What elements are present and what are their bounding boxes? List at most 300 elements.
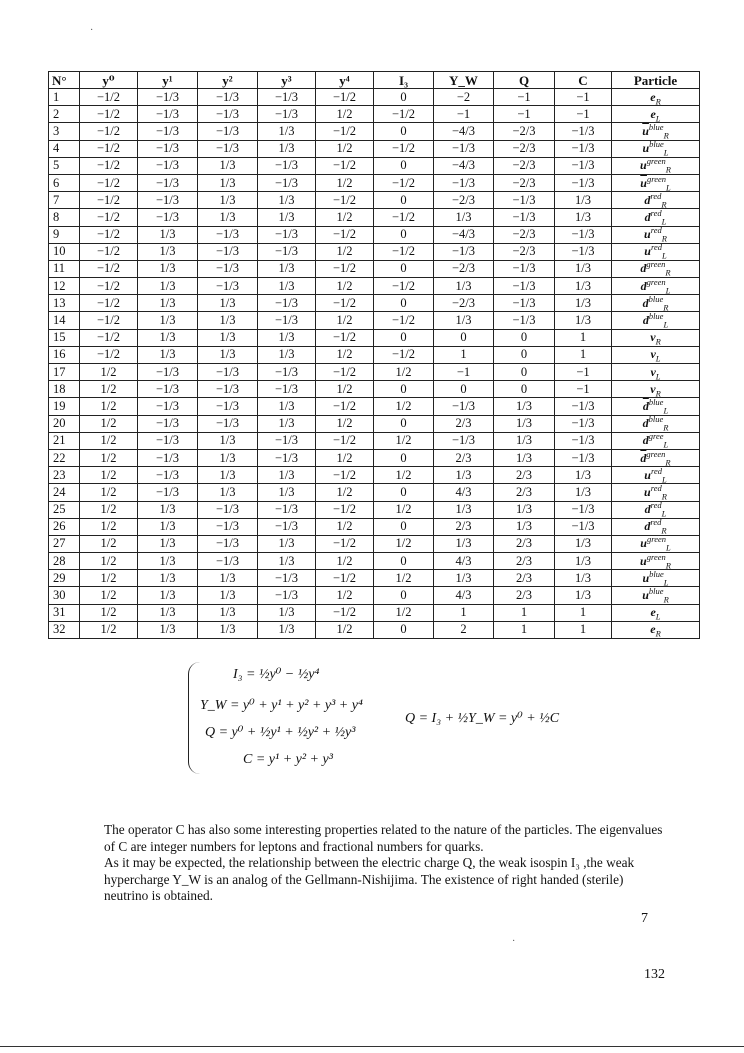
value-cell-y4: −1/2 xyxy=(316,123,374,140)
value-cell-yw: 4/3 xyxy=(434,484,494,501)
value-cell-y2: 1/3 xyxy=(198,209,258,226)
value-cell-yw: 1/3 xyxy=(434,570,494,587)
row-number-cell: 32 xyxy=(49,621,80,638)
value-cell-c: −1/3 xyxy=(555,501,612,518)
particle-symbol: $\overline{u}$ xyxy=(640,158,647,173)
value-cell-yw: −4/3 xyxy=(434,157,494,174)
value-cell-c: 1/3 xyxy=(555,260,612,277)
book-page-number: 132 xyxy=(644,967,665,982)
particle-cell xyxy=(612,415,700,432)
value-cell-i3: 0 xyxy=(374,587,434,604)
row-number-cell: 17 xyxy=(49,364,80,381)
particle-cell xyxy=(612,89,700,106)
particle-cell xyxy=(612,157,700,174)
value-cell-y3: −1/3 xyxy=(258,243,316,260)
value-cell-i3: 0 xyxy=(374,123,434,140)
value-cell-c: −1/3 xyxy=(555,140,612,157)
value-cell-y4: −1/2 xyxy=(316,535,374,552)
row-number-cell: 15 xyxy=(49,329,80,346)
row-number-cell: 7 xyxy=(49,192,80,209)
value-cell-yw: 1 xyxy=(434,346,494,363)
particle-cell xyxy=(612,398,700,415)
particle-symbol: $\overline{d}$ xyxy=(640,450,647,465)
particle-cell xyxy=(612,432,700,449)
value-cell-y1: −1/3 xyxy=(138,484,198,501)
value-cell-y3: 1/3 xyxy=(258,278,316,295)
particle-color: green xyxy=(646,535,666,545)
value-cell-y0: 1/2 xyxy=(80,587,138,604)
particle-chirality: L xyxy=(663,319,669,330)
particle-cell xyxy=(612,278,700,295)
value-cell-c: 1/3 xyxy=(555,467,612,484)
particle-symbol: d xyxy=(644,209,651,224)
value-cell-q: 2/3 xyxy=(494,553,555,570)
particle-cell xyxy=(612,587,700,604)
value-cell-y1: −1/3 xyxy=(138,364,198,381)
value-cell-i3: 1/2 xyxy=(374,501,434,518)
value-cell-i3: 0 xyxy=(374,381,434,398)
particle-chirality: L xyxy=(666,181,671,192)
value-cell-y1: −1/3 xyxy=(138,157,198,174)
value-cell-q: −1/3 xyxy=(494,192,555,209)
particle-symbol: $\overline{d}$ xyxy=(642,416,649,431)
table-row xyxy=(49,243,700,260)
value-cell-q: 0 xyxy=(494,381,555,398)
particle-chirality: R xyxy=(655,628,661,639)
value-cell-c: −1 xyxy=(555,381,612,398)
value-cell-y4: −1/2 xyxy=(316,364,374,381)
value-cell-y4: 1/2 xyxy=(316,484,374,501)
row-number-cell: 16 xyxy=(49,346,80,363)
value-cell-q: −1/3 xyxy=(494,278,555,295)
row-number-cell: 2 xyxy=(49,106,80,123)
value-cell-y1: 1/3 xyxy=(138,260,198,277)
table-row xyxy=(49,295,700,312)
particle-cell xyxy=(612,123,700,140)
header-cell: C xyxy=(555,72,612,89)
value-cell-q: −2/3 xyxy=(494,174,555,191)
value-cell-i3: 0 xyxy=(374,484,434,501)
value-cell-q: 1/3 xyxy=(494,415,555,432)
particle-chirality: R xyxy=(661,233,667,244)
particle-chirality: R xyxy=(661,525,667,536)
value-cell-y4: −1/2 xyxy=(316,295,374,312)
table-row xyxy=(49,432,700,449)
value-cell-y1: −1/3 xyxy=(138,89,198,106)
particle-chirality: R xyxy=(665,456,671,467)
value-cell-y3: −1/3 xyxy=(258,312,316,329)
row-number-cell: 26 xyxy=(49,518,80,535)
value-cell-y3: 1/3 xyxy=(258,484,316,501)
particle-symbol: d xyxy=(644,192,651,207)
value-cell-y1: −1/3 xyxy=(138,415,198,432)
value-cell-i3: 0 xyxy=(374,553,434,570)
value-cell-yw: 1/3 xyxy=(434,312,494,329)
value-cell-q: 1/3 xyxy=(494,518,555,535)
row-number-cell: 25 xyxy=(49,501,80,518)
particle-color: blue xyxy=(648,294,664,304)
particle-chirality: L xyxy=(655,611,661,622)
value-cell-y4: 1/2 xyxy=(316,449,374,466)
particle-cell xyxy=(612,535,700,552)
particle-color: blue xyxy=(649,569,664,579)
scan-speck: · xyxy=(512,936,516,947)
value-cell-y1: 1/3 xyxy=(138,587,198,604)
value-cell-q: −2/3 xyxy=(494,243,555,260)
particle-cell xyxy=(612,501,700,518)
value-cell-y0: −1/2 xyxy=(80,278,138,295)
value-cell-y3: 1/3 xyxy=(258,140,316,157)
value-cell-y3: −1/3 xyxy=(258,157,316,174)
table-row xyxy=(49,192,700,209)
value-cell-y0: 1/2 xyxy=(80,535,138,552)
particle-cell xyxy=(612,140,700,157)
value-cell-y2: −1/3 xyxy=(198,501,258,518)
particle-chirality: L xyxy=(661,250,667,261)
value-cell-c: −1/3 xyxy=(555,123,612,140)
value-cell-i3: 1/2 xyxy=(374,364,434,381)
value-cell-y4: 1/2 xyxy=(316,278,374,295)
value-cell-c: −1/3 xyxy=(555,432,612,449)
value-cell-y3: −1/3 xyxy=(258,570,316,587)
value-cell-y1: 1/3 xyxy=(138,329,198,346)
value-cell-c: −1/3 xyxy=(555,415,612,432)
value-cell-q: 2/3 xyxy=(494,535,555,552)
row-number-cell: 14 xyxy=(49,312,80,329)
value-cell-y3: −1/3 xyxy=(258,89,316,106)
value-cell-y0: −1/2 xyxy=(80,106,138,123)
value-cell-y1: −1/3 xyxy=(138,381,198,398)
value-cell-q: 1/3 xyxy=(494,432,555,449)
value-cell-y0: 1/2 xyxy=(80,398,138,415)
header-cell: I₃ xyxy=(374,72,434,89)
particle-symbol: u xyxy=(640,536,647,551)
value-cell-q: 2/3 xyxy=(494,570,555,587)
value-cell-c: −1 xyxy=(555,89,612,106)
table-row xyxy=(49,278,700,295)
particle-color: green xyxy=(646,174,666,184)
value-cell-y1: 1/3 xyxy=(138,278,198,295)
particle-cell xyxy=(612,346,700,363)
value-cell-y0: −1/2 xyxy=(80,295,138,312)
value-cell-y4: −1/2 xyxy=(316,260,374,277)
particle-cell xyxy=(612,364,700,381)
value-cell-yw: −2/3 xyxy=(434,260,494,277)
row-number-cell: 31 xyxy=(49,604,80,621)
value-cell-i3: 0 xyxy=(374,449,434,466)
value-cell-y0: 1/2 xyxy=(80,432,138,449)
value-cell-y0: −1/2 xyxy=(80,123,138,140)
particle-symbol: u xyxy=(640,553,647,568)
value-cell-y0: −1/2 xyxy=(80,226,138,243)
value-cell-y3: 1/3 xyxy=(258,467,316,484)
particle-color: green xyxy=(646,449,666,459)
table-row xyxy=(49,570,700,587)
particle-chirality: R xyxy=(663,130,669,141)
value-cell-y4: 1/2 xyxy=(316,140,374,157)
particle-chirality: R xyxy=(665,560,671,570)
table-row xyxy=(49,449,700,466)
value-cell-y0: −1/2 xyxy=(80,312,138,329)
table-row xyxy=(49,553,700,570)
row-number-cell: 20 xyxy=(49,415,80,432)
value-cell-i3: 0 xyxy=(374,192,434,209)
table-row xyxy=(49,174,700,191)
value-cell-y4: 1/2 xyxy=(316,518,374,535)
value-cell-q: −1 xyxy=(494,89,555,106)
value-cell-c: 1/3 xyxy=(555,587,612,604)
table-row xyxy=(49,621,700,638)
table-row xyxy=(49,260,700,277)
value-cell-q: 0 xyxy=(494,346,555,363)
row-number-cell: 28 xyxy=(49,553,80,570)
value-cell-i3: 1/2 xyxy=(374,604,434,621)
value-cell-c: 1/3 xyxy=(555,209,612,226)
particle-color: blue xyxy=(648,397,664,407)
table-row xyxy=(49,587,700,604)
paragraph-line: The operator C has also some interesting properties related to the nature of the particles. The eigenvalues of C are integer numbers for leptons and fractional numbers for quarks. xyxy=(104,822,663,854)
particle-symbol: e xyxy=(650,89,656,104)
particle-chirality: R xyxy=(663,594,669,605)
value-cell-y1: 1/3 xyxy=(138,295,198,312)
table-row xyxy=(49,346,700,363)
table-row xyxy=(49,518,700,535)
value-cell-i3: −1/2 xyxy=(374,278,434,295)
header-cell: Q xyxy=(494,72,555,89)
value-cell-y2: 1/3 xyxy=(198,312,258,329)
particle-chirality: R xyxy=(655,388,661,398)
value-cell-y4: −1/2 xyxy=(316,226,374,243)
value-cell-y1: −1/3 xyxy=(138,398,198,415)
header-cell: y² xyxy=(198,72,258,89)
particle-symbol: $\overline{d}$ xyxy=(644,519,651,534)
value-cell-y0: −1/2 xyxy=(80,243,138,260)
value-cell-y0: 1/2 xyxy=(80,621,138,638)
value-cell-y3: 1/3 xyxy=(258,329,316,346)
chapter-page-number: 7 xyxy=(641,911,648,926)
value-cell-y2: 1/3 xyxy=(198,329,258,346)
value-cell-i3: 1/2 xyxy=(374,535,434,552)
particle-color: green xyxy=(646,260,666,270)
value-cell-y1: −1/3 xyxy=(138,449,198,466)
value-cell-yw: −2/3 xyxy=(434,192,494,209)
value-cell-q: −2/3 xyxy=(494,157,555,174)
value-cell-c: −1/3 xyxy=(555,157,612,174)
particle-cell xyxy=(612,570,700,587)
value-cell-q: −1/3 xyxy=(494,295,555,312)
value-cell-c: −1 xyxy=(555,106,612,123)
value-cell-y1: −1/3 xyxy=(138,123,198,140)
table-row xyxy=(49,364,700,381)
equation-isospin: I₃ = ½y⁰ − ½y⁴ xyxy=(233,667,320,682)
value-cell-y1: 1/3 xyxy=(138,604,198,621)
particle-symbol: d xyxy=(642,295,649,310)
particle-symbol: d xyxy=(640,278,647,293)
value-cell-c: −1/3 xyxy=(555,449,612,466)
value-cell-y2: −1/3 xyxy=(198,106,258,123)
value-cell-y3: 1/3 xyxy=(258,209,316,226)
header-cell: y³ xyxy=(258,72,316,89)
value-cell-y1: −1/3 xyxy=(138,140,198,157)
value-cell-q: −1 xyxy=(494,106,555,123)
value-cell-y2: −1/3 xyxy=(198,260,258,277)
equation-operator-c: C = y¹ + y² + y³ xyxy=(243,752,333,767)
value-cell-yw: 4/3 xyxy=(434,553,494,570)
value-cell-yw: −1/3 xyxy=(434,432,494,449)
row-number-cell: 1 xyxy=(49,89,80,106)
particle-color: gree xyxy=(648,432,664,442)
value-cell-q: 2/3 xyxy=(494,587,555,604)
row-number-cell: 10 xyxy=(49,243,80,260)
value-cell-y3: 1/3 xyxy=(258,535,316,552)
particle-chirality: L xyxy=(666,542,671,553)
value-cell-i3: −1/2 xyxy=(374,209,434,226)
value-cell-yw: 0 xyxy=(434,381,494,398)
value-cell-y4: 1/2 xyxy=(316,174,374,191)
value-cell-y2: 1/3 xyxy=(198,621,258,638)
value-cell-y4: 1/2 xyxy=(316,312,374,329)
value-cell-y0: −1/2 xyxy=(80,329,138,346)
particle-symbol: u xyxy=(642,570,650,585)
table-row xyxy=(49,501,700,518)
value-cell-y2: −1/3 xyxy=(198,226,258,243)
value-cell-y3: 1/3 xyxy=(258,604,316,621)
particle-chirality: L xyxy=(663,405,669,416)
table-row xyxy=(49,381,700,398)
value-cell-yw: 1/3 xyxy=(434,278,494,295)
value-cell-y4: −1/2 xyxy=(316,89,374,106)
particle-chirality: R xyxy=(655,95,661,106)
particle-symbol: $\overline{u}$ xyxy=(640,175,647,190)
value-cell-y3: −1/3 xyxy=(258,174,316,191)
row-number-cell: 8 xyxy=(49,209,80,226)
particle-chirality: R xyxy=(663,422,669,433)
value-cell-i3: −1/2 xyxy=(374,312,434,329)
value-cell-q: 2/3 xyxy=(494,484,555,501)
value-cell-y0: 1/2 xyxy=(80,570,138,587)
value-cell-y4: −1/2 xyxy=(316,570,374,587)
particle-symbol: $\overline{\nu}$ xyxy=(650,330,656,345)
value-cell-y0: −1/2 xyxy=(80,174,138,191)
value-cell-y3: −1/3 xyxy=(258,449,316,466)
value-cell-c: −1/3 xyxy=(555,398,612,415)
equation-brace xyxy=(188,662,201,774)
value-cell-c: −1/3 xyxy=(555,226,612,243)
value-cell-y3: 1/3 xyxy=(258,260,316,277)
value-cell-y4: −1/2 xyxy=(316,398,374,415)
value-cell-y2: −1/3 xyxy=(198,123,258,140)
value-cell-q: −1/3 xyxy=(494,312,555,329)
value-cell-yw: 2 xyxy=(434,621,494,638)
particle-chirality: L xyxy=(655,370,661,381)
particle-color: blue xyxy=(649,140,664,150)
value-cell-c: 1 xyxy=(555,329,612,346)
value-cell-i3: −1/2 xyxy=(374,140,434,157)
row-number-cell: 18 xyxy=(49,381,80,398)
value-cell-y0: 1/2 xyxy=(80,518,138,535)
row-number-cell: 4 xyxy=(49,140,80,157)
value-cell-y1: 1/3 xyxy=(138,553,198,570)
value-cell-y0: 1/2 xyxy=(80,381,138,398)
particle-cell xyxy=(612,621,700,638)
value-cell-y2: 1/3 xyxy=(198,587,258,604)
value-cell-y3: 1/3 xyxy=(258,553,316,570)
particle-symbol: ν xyxy=(650,364,656,379)
value-cell-c: 1/3 xyxy=(555,570,612,587)
value-cell-yw: −4/3 xyxy=(434,123,494,140)
particle-cell xyxy=(612,449,700,466)
equation-hypercharge: Y_W = y⁰ + y¹ + y² + y³ + y⁴ xyxy=(200,698,363,713)
row-number-cell: 5 xyxy=(49,157,80,174)
value-cell-i3: −1/2 xyxy=(374,243,434,260)
value-cell-yw: −1/3 xyxy=(434,243,494,260)
value-cell-y3: −1/3 xyxy=(258,381,316,398)
value-cell-q: 1 xyxy=(494,604,555,621)
particle-cell xyxy=(612,604,700,621)
particle-color: red xyxy=(650,518,662,528)
particle-color: red xyxy=(650,191,662,201)
row-number-cell: 30 xyxy=(49,587,80,604)
value-cell-y0: 1/2 xyxy=(80,604,138,621)
particle-color: green xyxy=(646,157,666,167)
value-cell-y4: 1/2 xyxy=(316,553,374,570)
value-cell-q: 1/3 xyxy=(494,501,555,518)
value-cell-y2: −1/3 xyxy=(198,415,258,432)
header-cell: y⁴ xyxy=(316,72,374,89)
value-cell-c: 1/3 xyxy=(555,553,612,570)
particle-symbol: ν xyxy=(650,381,656,396)
value-cell-yw: −2 xyxy=(434,89,494,106)
value-cell-y4: 1/2 xyxy=(316,243,374,260)
value-cell-y1: −1/3 xyxy=(138,174,198,191)
value-cell-y2: 1/3 xyxy=(198,432,258,449)
particle-cell xyxy=(612,518,700,535)
particle-symbol: $\overline{d}$ xyxy=(642,398,649,413)
particle-color: red xyxy=(650,208,662,218)
table-row xyxy=(49,604,700,621)
value-cell-y0: −1/2 xyxy=(80,346,138,363)
value-cell-y0: 1/2 xyxy=(80,449,138,466)
body-paragraph xyxy=(104,822,664,905)
value-cell-q: −2/3 xyxy=(494,140,555,157)
table-row xyxy=(49,209,700,226)
value-cell-y1: −1/3 xyxy=(138,467,198,484)
particle-color: blue xyxy=(648,586,664,597)
value-cell-y1: 1/3 xyxy=(138,518,198,535)
value-cell-y3: −1/3 xyxy=(258,587,316,604)
value-cell-y1: −1/3 xyxy=(138,209,198,226)
value-cell-yw: −1 xyxy=(434,364,494,381)
value-cell-c: 1/3 xyxy=(555,484,612,501)
particle-cell xyxy=(612,226,700,243)
header-cell: Particle xyxy=(612,72,700,89)
value-cell-y1: −1/3 xyxy=(138,432,198,449)
value-cell-y2: −1/3 xyxy=(198,553,258,570)
particle-cell xyxy=(612,192,700,209)
value-cell-y3: −1/3 xyxy=(258,364,316,381)
particle-color: blue xyxy=(648,415,664,425)
value-cell-y4: −1/2 xyxy=(316,157,374,174)
row-number-cell: 24 xyxy=(49,484,80,501)
value-cell-yw: 1/3 xyxy=(434,501,494,518)
value-cell-y3: −1/3 xyxy=(258,226,316,243)
value-cell-c: 1 xyxy=(555,604,612,621)
value-cell-y1: 1/3 xyxy=(138,501,198,518)
quantum-numbers-table xyxy=(48,71,700,639)
value-cell-y4: 1/2 xyxy=(316,587,374,604)
value-cell-y2: −1/3 xyxy=(198,535,258,552)
value-cell-y1: −1/3 xyxy=(138,192,198,209)
